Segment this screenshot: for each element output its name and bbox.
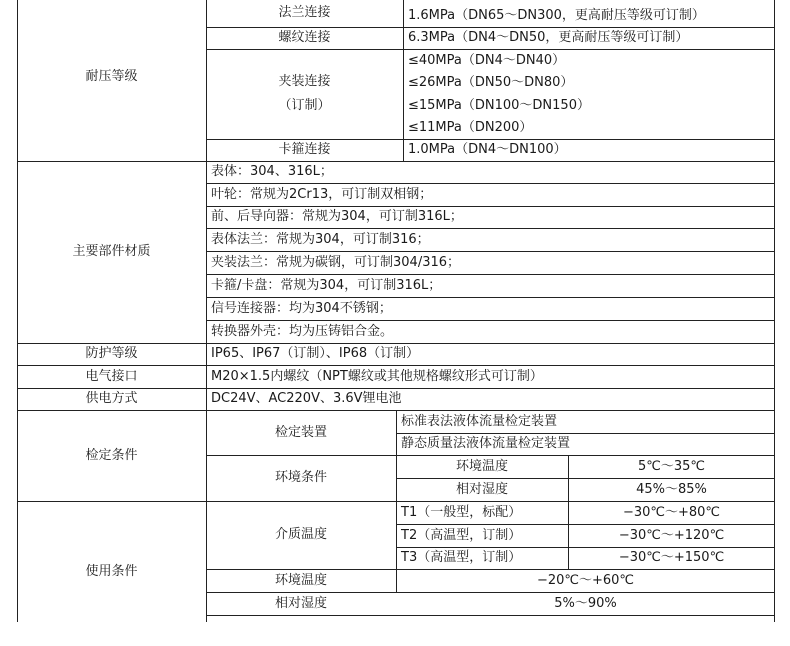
table-divider xyxy=(206,320,775,321)
thread-connection-value: 6.3MPa（DN4～DN50，更高耐压等级可订制） xyxy=(408,30,689,46)
table-divider xyxy=(206,455,775,456)
usage-ambient-temp-value: −20℃～+60℃ xyxy=(536,572,635,588)
material-item: 信号连接器：均为304不锈钢； xyxy=(211,300,392,316)
verification-device-value: 标准表法液体流量检定装置 xyxy=(401,413,558,429)
clamp-value-row: ≤15MPa（DN100～DN150） xyxy=(408,97,590,113)
medium-temp-type: T1（一般型，标配） xyxy=(401,504,522,520)
material-item: 夹装法兰：常规为碳钢，可订制304/316； xyxy=(211,254,461,270)
table-divider xyxy=(396,433,775,434)
clamp-value-row: ≤26MPa（DN50～DN80） xyxy=(408,75,574,91)
usage-humidity-value: 5%～90% xyxy=(554,595,617,611)
table-divider xyxy=(206,206,775,207)
material-item: 卡箍/卡盘：常规为304，可订制316L； xyxy=(211,277,442,293)
usage-ambient-temp-label: 环境温度 xyxy=(274,572,327,588)
clamp-value-row: ≤11MPa（DN200） xyxy=(408,120,533,136)
table-divider xyxy=(206,592,775,593)
thread-connection-label: 螺纹连接 xyxy=(278,30,331,46)
electrical-interface-label: 电气接口 xyxy=(85,368,138,384)
table-divider xyxy=(17,501,775,502)
table-divider xyxy=(17,161,775,162)
medium-temp-label: 介质温度 xyxy=(274,527,327,543)
medium-temp-range: −30℃～+120℃ xyxy=(618,527,725,543)
table-divider xyxy=(17,410,775,411)
materials-label: 主要部件材质 xyxy=(72,244,151,260)
medium-temp-type: T2（高温型，订制） xyxy=(401,527,522,543)
table-divider xyxy=(206,183,775,184)
pressure-rating-label: 耐压等级 xyxy=(85,69,138,85)
clamp-connection-label-line1: 夹装连接 xyxy=(278,74,331,90)
table-divider xyxy=(403,0,404,161)
table-divider xyxy=(396,478,775,479)
table-divider xyxy=(396,524,775,525)
medium-temp-range: −30℃～+150℃ xyxy=(618,550,725,566)
clamp-connection-label-line2: （订制） xyxy=(278,98,331,113)
table-divider xyxy=(206,615,775,616)
electrical-interface-value: M20×1.5内螺纹（NPT螺纹或其他规格螺纹形式可订制） xyxy=(211,368,543,384)
table-divider xyxy=(17,388,775,389)
verification-device-label: 检定装置 xyxy=(274,424,327,440)
table-divider xyxy=(206,0,207,622)
flange-connection-value: 1.6MPa（DN65～DN300，更高耐压等级可订制） xyxy=(408,7,705,23)
flange-connection-label: 法兰连接 xyxy=(278,4,331,20)
table-divider xyxy=(206,569,775,570)
verification-ambient-temp-label: 环境温度 xyxy=(455,458,508,474)
material-item: 转换器外壳：均为压铸铝合金。 xyxy=(211,323,394,339)
table-divider xyxy=(396,547,775,548)
power-supply-label: 供电方式 xyxy=(85,391,138,407)
usage-label: 使用条件 xyxy=(85,563,138,579)
table-divider xyxy=(206,228,775,229)
verification-label: 检定条件 xyxy=(85,447,138,463)
material-item: 表体法兰：常规为304，可订制316； xyxy=(211,231,430,247)
verification-environment-label: 环境条件 xyxy=(274,470,327,486)
verification-device-value: 静态质量法液体流量检定装置 xyxy=(401,436,571,452)
clamp-connection-label xyxy=(206,49,403,139)
table-divider xyxy=(568,455,569,569)
table-divider xyxy=(206,274,775,275)
verification-ambient-temp-value: 5℃～35℃ xyxy=(637,458,705,474)
medium-temp-type: T3（高温型，订制） xyxy=(401,550,522,566)
verification-humidity-label: 相对湿度 xyxy=(455,481,508,497)
verification-humidity-value: 45%～85% xyxy=(636,481,707,497)
table-divider xyxy=(206,297,775,298)
protection-label: 防护等级 xyxy=(85,346,138,362)
material-item: 前、后导向器：常规为304，可订制316L； xyxy=(211,209,463,225)
table-divider xyxy=(17,365,775,366)
usage-humidity-label: 相对湿度 xyxy=(274,595,327,611)
table-divider xyxy=(206,49,775,50)
clamp-value-row: ≤40MPa（DN4～DN40） xyxy=(408,52,566,68)
table-border xyxy=(17,0,18,622)
table-divider xyxy=(206,139,775,140)
medium-temp-range: −30℃～+80℃ xyxy=(622,504,721,520)
power-supply-value: DC24V、AC220V、3.6V锂电池 xyxy=(211,391,402,407)
table-divider xyxy=(206,27,775,28)
protection-value: IP65、IP67（订制）、IP68（订制） xyxy=(211,346,420,362)
material-item: 叶轮：常规为2Cr13，可订制双相钢； xyxy=(211,186,433,202)
material-item: 表体：304、316L； xyxy=(211,164,333,180)
table-border xyxy=(774,0,775,622)
hoop-connection-value: 1.0MPa（DN4～DN100） xyxy=(408,142,567,158)
hoop-connection-label: 卡箍连接 xyxy=(278,142,331,158)
table-divider xyxy=(206,251,775,252)
table-divider xyxy=(17,343,775,344)
